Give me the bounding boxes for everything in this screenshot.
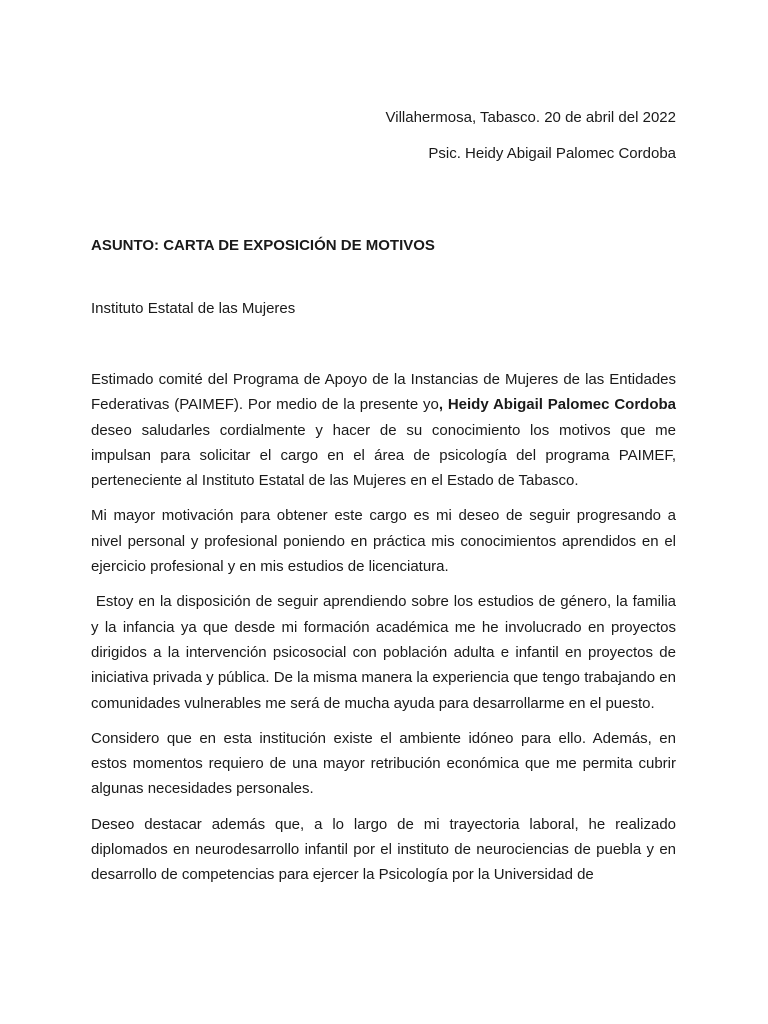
paragraph-5: Deseo destacar además que, a lo largo de mi trayectoria laboral, he realizado diplomados en neurodesarrollo infantil por el instituto de neurociencias de puebla y en desarrollo de competencias para ejercer la Psicología por la Universidad de: [91, 815, 676, 884]
sender-name: Psic. Heidy Abigail Palomec Cordoba: [428, 145, 676, 162]
letter-recipient: Instituto Estatal de las Mujeres: [91, 300, 296, 317]
paragraph-1: [91, 367, 676, 493]
letter-body: [91, 367, 676, 898]
paragraph-1-rest: deseo saludarles cordialmente y hacer de su conocimiento los motivos que me impulsan para solicitar el cargo en el área de psicología del programa PAIMEF, perteneciente al Instituto Estatal de las Mujeres en el Estado de Tabasco.: [91, 421, 676, 490]
paragraph-4: Considero que en esta institución existe el ambiente idóneo para ello. Además, en estos momentos requiero de una mayor retribución económica que me permita cubrir algunas necesidades personales.: [91, 729, 676, 798]
letter-page: [91, 0, 676, 1024]
place-date: Villahermosa, Tabasco. 20 de abril del 2022: [385, 109, 676, 126]
paragraph-2: Mi mayor motivación para obtener este cargo es mi deseo de seguir progresando a nivel personal y profesional poniendo en práctica mis conocimientos aprendidos en el ejercicio profesional y en mis estudios de licenciatura.: [91, 507, 676, 576]
paragraph-1-intro: Estimado comité del Programa de Apoyo de la Instancias de Mujeres de las Entidades Federativas (PAIMEF). Por medio de la presente yo: [91, 371, 676, 414]
applicant-name: , Heidy Abigail Palomec Cordoba: [438, 396, 676, 414]
letter-subject: ASUNTO: CARTA DE EXPOSICIÓN DE MOTIVOS: [91, 237, 435, 254]
paragraph-3: Estoy en la disposición de seguir aprendiendo sobre los estudios de género, la familia y la infancia ya que desde mi formación académica me he involucrado en proyectos dirigidos a la intervención psicosocial con población adulta e infantil en proyectos de iniciativa privada y pública. De la misma manera la experiencia que tengo trabajando en comunidades vulnerables me será de mucha ayuda para desarrollarme en el puesto.: [91, 593, 676, 712]
